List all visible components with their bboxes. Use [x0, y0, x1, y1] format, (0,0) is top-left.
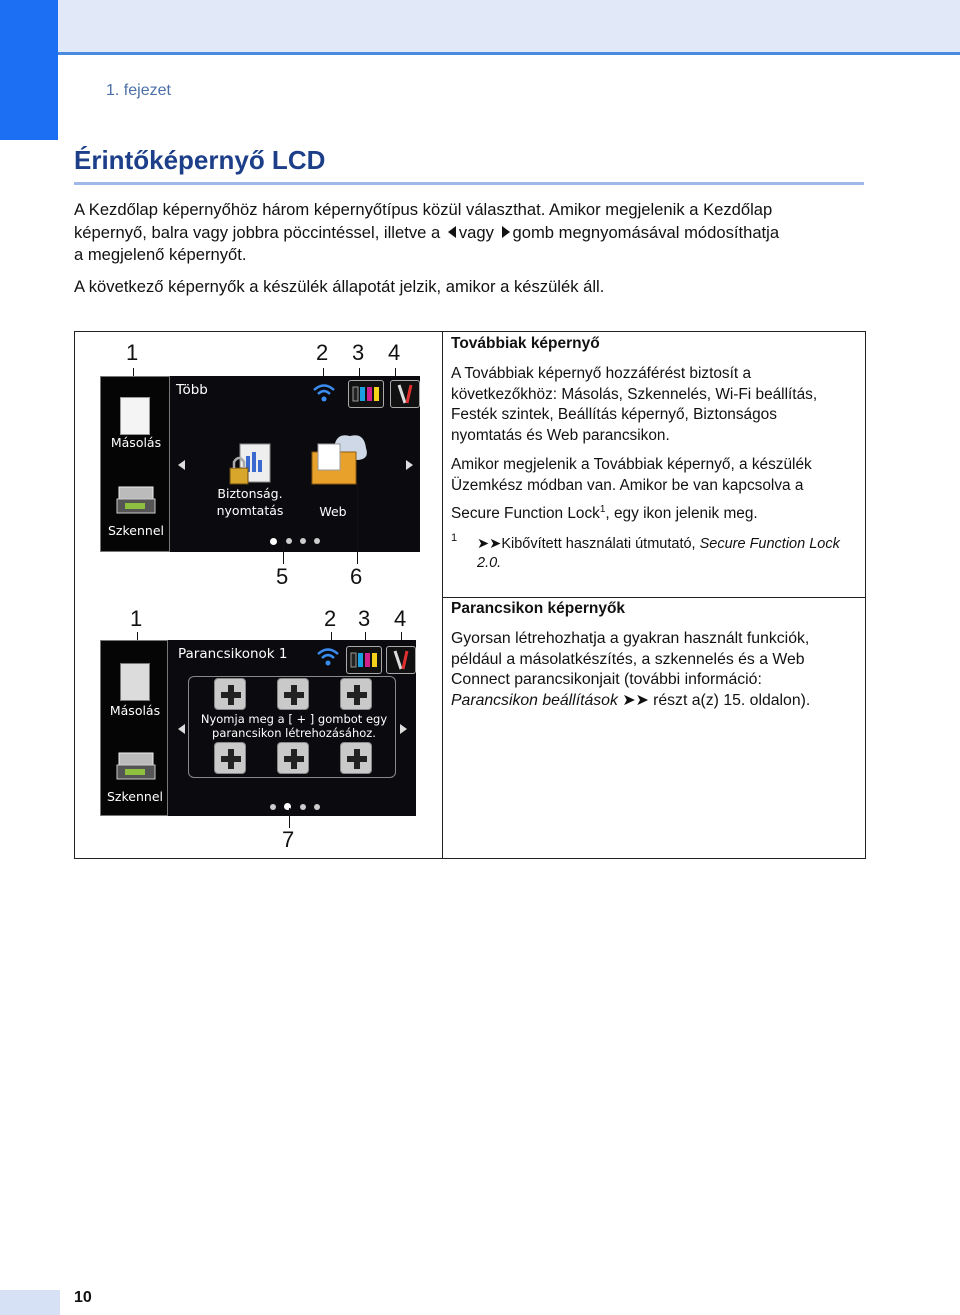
footnote-arrows-icon: ➤➤	[477, 536, 502, 552]
web-icon[interactable]	[306, 430, 370, 488]
side-item-copy[interactable]: Másolás	[110, 435, 162, 450]
side-item-copy-2[interactable]: Másolás	[109, 703, 161, 718]
page-dot-s2-1	[270, 804, 276, 810]
intro-line-1: A Kezdőlap képernyőhöz három képernyőtípus közül választhat. Amikor megjelenik a Kezdőlap	[74, 200, 773, 219]
add-shortcut-button-4[interactable]	[214, 742, 246, 774]
settings-tools-icon[interactable]	[390, 380, 420, 408]
callout-s2-4: 4	[394, 606, 407, 631]
chapter-label: 1. fejezet	[106, 82, 171, 99]
table-divider-vertical	[442, 331, 443, 859]
more-screen-p1	[451, 364, 856, 446]
callout-7: 7	[282, 827, 295, 852]
intro-line-2a: képernyő, balra vagy jobbra pöccintéssel, illetve a	[74, 223, 441, 242]
shortcut-screen-heading: Parancsikon képernyők	[451, 600, 626, 617]
intro-line-2c: gomb megnyomásával módosíthatja	[512, 223, 780, 242]
lcd-right-arrow-icon-2[interactable]	[400, 724, 407, 734]
shortcut-ref-arrows-icon: ➤➤	[622, 691, 649, 709]
title-rule	[74, 182, 864, 185]
footnote-text-c: 2.0.	[477, 555, 502, 571]
page-dot-1	[270, 538, 277, 545]
side-item-scan[interactable]: Szkennel	[108, 523, 164, 538]
callout-1: 1	[126, 340, 139, 365]
lcd-side-panel	[100, 376, 170, 552]
footnote-number: 1	[451, 532, 458, 544]
copy-icon-2[interactable]	[120, 663, 150, 701]
more-p2-line-2: Üzemkész módban van. Amikor be van kapcsolva a	[451, 476, 804, 494]
sfl-text: Secure Function Lock	[451, 505, 600, 523]
callout-s2-2: 2	[324, 606, 337, 631]
more-p1-line-4: nyomtatás és Web parancsikon.	[451, 426, 670, 444]
page-dot-4	[314, 538, 320, 544]
callout-s2-3: 3	[358, 606, 371, 631]
more-screen-p2	[451, 455, 856, 525]
lcd-side-panel-2	[100, 640, 168, 816]
page-number-band	[0, 1290, 60, 1315]
add-shortcut-button-3[interactable]	[340, 678, 372, 710]
secure-print-icon[interactable]	[226, 442, 272, 488]
more-p1-line-1: A Továbbiak képernyő hozzáférést biztosít a	[451, 365, 752, 382]
page-dot-s2-3	[300, 804, 306, 810]
callout-line-5	[283, 540, 284, 564]
shortcut-line-2: például a másolatkészítés, a szkennelés és a Web	[451, 650, 805, 668]
footnote-text-b: Secure Function Lock	[699, 536, 840, 552]
lcd-more-screen	[100, 376, 420, 552]
more-p2-line-1: Amikor megjelenik a Továbbiak képernyő, a készülék	[451, 456, 812, 473]
add-shortcut-button-6[interactable]	[340, 742, 372, 774]
add-shortcut-button-2[interactable]	[277, 678, 309, 710]
right-arrow-icon	[502, 226, 510, 238]
chapter-tab	[0, 0, 58, 140]
section-title: Érintőképernyő LCD	[74, 145, 326, 175]
shortcut-line-3: Connect parancsikonjait (további információ:	[451, 671, 762, 688]
lcd-right-arrow-icon[interactable]	[406, 460, 413, 470]
shortcut-screen-text	[451, 629, 856, 711]
more-p1-line-2: következőkhöz: Másolás, Szkennelés, Wi-Fi beállítás,	[451, 385, 818, 403]
callout-6: 6	[350, 564, 363, 589]
page-dot-s2-4	[314, 804, 320, 810]
intro-line-2	[74, 222, 874, 243]
wifi-icon[interactable]	[312, 382, 336, 404]
secure-print-label-1[interactable]: Biztonság.	[217, 486, 283, 501]
page-dot-3	[300, 538, 306, 544]
shortcut-hint-line-2: parancsikon létrehozásához.	[212, 726, 376, 740]
shortcut-line-4	[451, 691, 856, 712]
lcd-shortcut-screen	[100, 640, 416, 816]
scanner-icon-2[interactable]	[115, 751, 157, 785]
callout-line-6	[357, 484, 358, 564]
intro-line-4: A következő képernyők a készülék állapotát jelzik, amikor a készülék áll.	[74, 277, 605, 296]
more-screen-heading: Továbbiak képernyő	[451, 335, 600, 352]
shortcut-line-1: Gyorsan létrehozhatja a gyakran használt funkciók,	[451, 630, 810, 647]
settings-tools-icon-2[interactable]	[386, 646, 416, 674]
web-label[interactable]: Web	[319, 504, 347, 519]
callout-2: 2	[316, 340, 329, 365]
ink-levels-icon-2[interactable]	[346, 646, 382, 674]
header-rule	[58, 52, 960, 55]
shortcuts-title: Parancsikonok 1	[178, 646, 288, 662]
callout-4: 4	[388, 340, 401, 365]
more-p1-line-3: Festék szintek, Beállítás képernyő, Biztonságos	[451, 406, 777, 423]
lcd-left-arrow-icon-2[interactable]	[178, 724, 185, 734]
intro-line-2b: vagy	[458, 223, 494, 242]
add-shortcut-button-5[interactable]	[277, 742, 309, 774]
shortcut-ref-italic: Parancsikon beállítások	[451, 691, 618, 709]
sfl-text-rest: , egy ikon jelenik meg.	[605, 505, 758, 523]
more-p2-line-3	[451, 500, 856, 525]
secure-print-label-2[interactable]: nyomtatás	[216, 503, 284, 518]
page-dot-2	[286, 538, 292, 544]
callout-line-7	[289, 808, 290, 828]
add-shortcut-button-1[interactable]	[214, 678, 246, 710]
callout-5: 5	[276, 564, 289, 589]
footnote-text-a: Kibővített használati útmutató,	[501, 536, 700, 552]
shortcut-hint-line-1: Nyomja meg a [ + ] gombot egy	[200, 712, 388, 726]
wifi-icon-2[interactable]	[316, 646, 340, 668]
copy-icon[interactable]	[120, 397, 150, 435]
page-number: 10	[74, 1289, 92, 1306]
scanner-icon[interactable]	[115, 485, 157, 519]
footnote-text	[477, 535, 857, 573]
callout-3: 3	[352, 340, 365, 365]
intro-line-3: a megjelenő képernyőt.	[74, 245, 247, 264]
side-item-scan-2[interactable]: Szkennel	[107, 789, 163, 804]
left-arrow-icon	[448, 226, 456, 238]
table-divider-horizontal	[442, 597, 866, 598]
callout-s2-1: 1	[130, 606, 143, 631]
sfl-footnote-ref: 1	[599, 504, 606, 515]
ink-levels-icon[interactable]	[348, 380, 384, 408]
top-header-band	[0, 0, 960, 54]
more-label[interactable]: Több	[176, 382, 208, 398]
shortcut-ref-rest: részt a(z) 15. oldalon).	[653, 691, 811, 709]
lcd-left-arrow-icon[interactable]	[178, 460, 185, 470]
